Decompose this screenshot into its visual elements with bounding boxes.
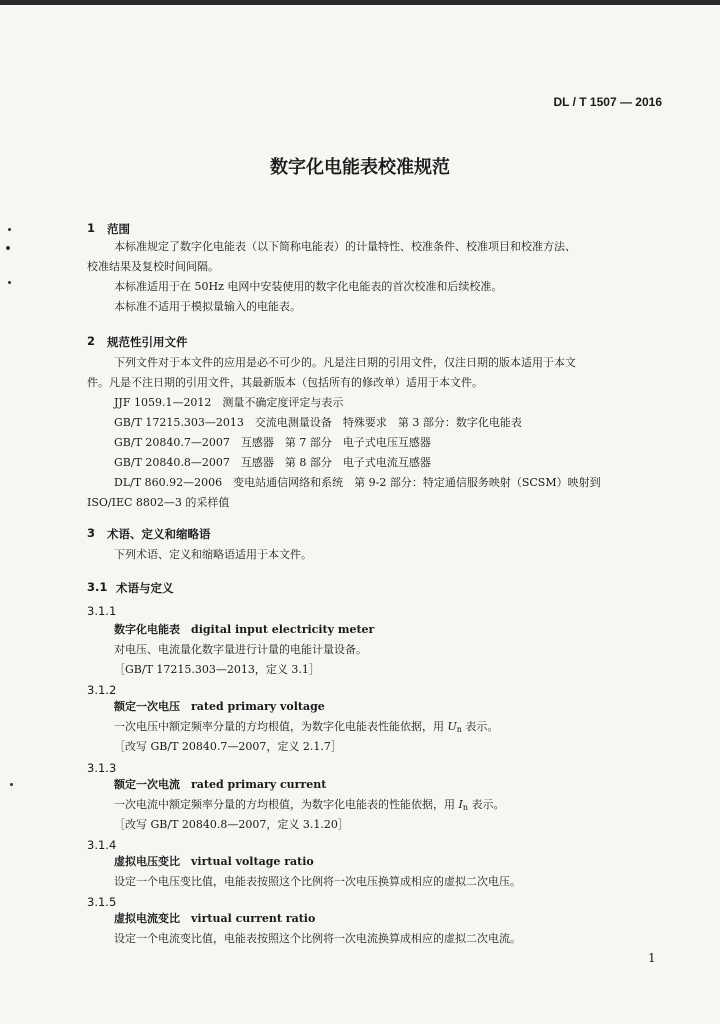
section-1-heading: 范围 [107,222,130,236]
reference-item: JJF 1059.1—2012 测量不确定度评定与表示 [114,396,344,409]
term-english: virtual voltage ratio [191,855,314,868]
term-311-title [114,620,374,640]
term-313-title [114,775,326,795]
term-english: rated primary current [191,778,327,791]
term-chinese: 额定一次电压 [114,700,180,713]
section-2-number: 2 [87,334,96,348]
scan-speck [10,783,13,786]
s2-paragraph-1a: 下列文件对于本文件的应用是必不可少的。凡是注日期的引用文件，仅注日期的版本适用于本文 [114,356,576,369]
term-number: 3.1.5 [87,895,117,909]
term-english: virtual current ratio [191,912,316,925]
definition-text-b: 表示。 [468,798,505,811]
symbol-subscript: n [456,725,462,734]
subsection-3-1-heading: 术语与定义 [116,581,174,595]
term-312-title [114,697,325,717]
term-source: ［改写 GB/T 20840.8—2007，定义 3.1.20］ [114,818,349,831]
scan-speck [6,246,10,250]
term-definition: 设定一个电流变比值，电能表按照这个比例将一次电流换算成相应的虚拟二次电流。 [114,932,521,945]
definition-text-a: 一次电流中额定频率分量的方均根值，为数字化电能表的性能依据，用 [114,798,459,811]
term-chinese: 虚拟电压变比 [114,855,180,868]
term-number: 3.1.2 [87,683,117,697]
definition-text-b: 表示。 [461,720,499,733]
term-english: digital input electricity meter [191,623,375,636]
section-3-heading: 术语、定义和缩略语 [107,527,211,541]
s3-paragraph-1: 下列术语、定义和缩略语适用于本文件。 [114,548,312,561]
term-chinese: 数字化电能表 [114,623,180,636]
term-chinese: 额定一次电流 [114,778,180,791]
symbol: U [447,720,457,733]
s1-paragraph-1b: 校准结果及复校时间间隔。 [87,260,219,273]
document-title: 数字化电能表校准规范 [270,157,450,178]
reference-item-continuation: ISO/IEC 8802—3 的采样值 [87,496,230,509]
term-english: rated primary voltage [191,700,325,713]
term-source: ［GB/T 17215.303—2013，定义 3.1］ [114,663,320,676]
reference-item: GB/T 20840.8—2007 互感器 第 8 部分 电子式电流互感器 [114,456,431,469]
page-number: 1 [648,951,656,965]
subsection-3-1-number: 3.1 [87,580,108,594]
standard-code: DL / T 1507 — 2016 [553,95,662,109]
term-source: ［改写 GB/T 20840.7—2007，定义 2.1.7］ [114,740,342,753]
scan-speck [8,281,11,284]
reference-item: GB/T 20840.7—2007 互感器 第 7 部分 电子式电压互感器 [114,436,431,449]
section-2-heading: 规范性引用文件 [107,335,188,349]
symbol: I [458,798,463,811]
s2-paragraph-1b: 件。凡是不注日期的引用文件，其最新版本（包括所有的修改单）适用于本文件。 [87,376,483,389]
term-definition: 对电压、电流量化数字量进行计量的电能计量设备。 [114,643,367,656]
section-1-number: 1 [87,221,96,235]
s1-paragraph-2: 本标准适用于在 50Hz 电网中安装使用的数字化电能表的首次校准和后续校准。 [114,280,503,293]
scan-top-edge [0,0,720,5]
s1-paragraph-3: 本标准不适用于模拟量输入的电能表。 [114,300,301,313]
scan-speck [8,228,11,231]
definition-text-a: 一次电压中额定频率分量的方均根值，为数字化电能表性能依据，用 [114,720,448,733]
symbol-subscript: n [462,803,469,812]
term-number: 3.1.4 [87,838,117,852]
term-chinese: 虚拟电流变比 [114,912,180,925]
term-definition: 设定一个电压变比值，电能表按照这个比例将一次电压换算成相应的虚拟二次电压。 [114,875,521,888]
term-315-title [114,909,315,929]
reference-item: GB/T 17215.303—2013 交流电测量设备 特殊要求 第 3 部分：数字化电能表 [114,416,522,429]
s1-paragraph-1a: 本标准规定了数字化电能表（以下简称电能表）的计量特性、校准条件、校准项目和校准方法、 [114,240,576,253]
term-number: 3.1.3 [87,761,117,775]
term-314-title [114,852,314,872]
reference-item: DL/T 860.92—2006 变电站通信网络和系统 第 9-2 部分：特定通信服务映射（SCSM）映射到 [114,476,601,489]
section-3-number: 3 [87,526,96,540]
term-number: 3.1.1 [87,604,117,618]
